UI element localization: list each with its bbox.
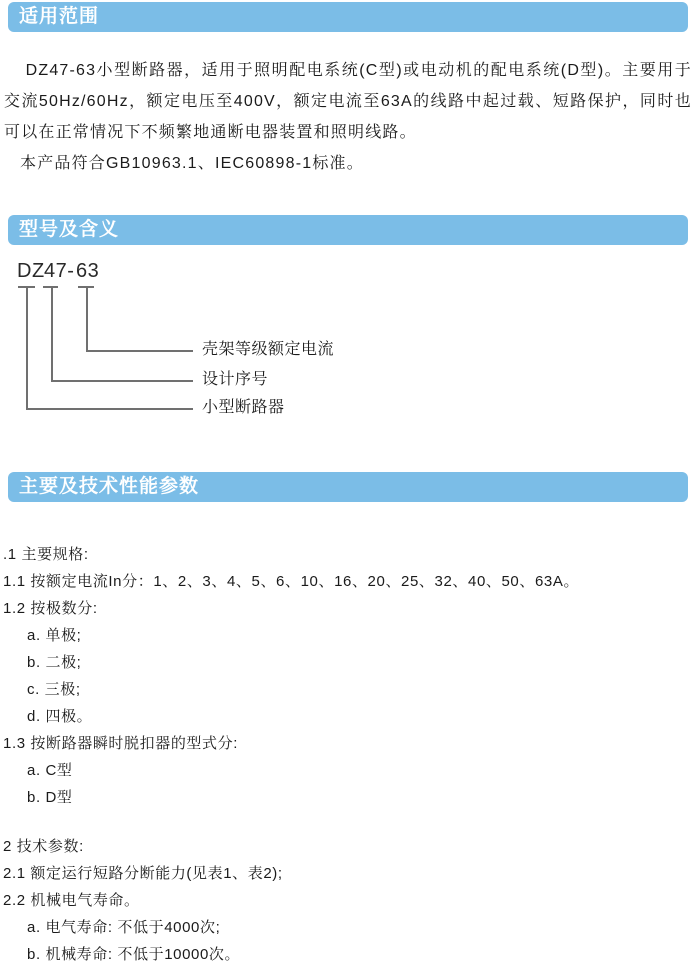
section-header-model-label: 型号及含义 bbox=[19, 219, 120, 240]
model-code-47: 47- bbox=[44, 260, 75, 282]
spec-line-electrical-life: a. 电气寿命: 不低于4000次; bbox=[27, 919, 221, 936]
spec-line-pole-a: a. 单极; bbox=[27, 627, 82, 644]
section-header-specs bbox=[8, 472, 688, 502]
section-header-scope bbox=[8, 2, 688, 32]
section-header-model bbox=[8, 215, 688, 245]
document-page bbox=[0, 2, 700, 974]
diagram-label-design-number: 设计序号 bbox=[202, 371, 269, 388]
connector-line-design-number bbox=[51, 380, 193, 382]
connector-line-frame-current bbox=[86, 350, 193, 352]
spec-line-main-spec: .1 主要规格: bbox=[3, 546, 89, 563]
model-code-dz: DZ bbox=[17, 260, 45, 282]
specs-body bbox=[3, 541, 692, 968]
spec-section-gap bbox=[3, 811, 692, 833]
spec-line-poles: 1.2 按极数分: bbox=[3, 600, 98, 617]
spec-line-mechanical-life: b. 机械寿命: 不低于10000次。 bbox=[27, 946, 241, 963]
diagram-label-frame-current: 壳架等级额定电流 bbox=[202, 341, 335, 358]
drop-line-47 bbox=[51, 286, 53, 382]
scope-paragraph-1: DZ47-63小型断路器，适用于照明配电系统(C型)或电动机的配电系统(D型)。主要用于交流50Hz/60Hz，额定电压至400V，额定电流至63A的线路中起过载、短路保护，同时也可以在正常情况下不频繁地通断电器装置和照明线路。 bbox=[4, 62, 692, 141]
model-meaning-diagram bbox=[0, 245, 700, 445]
spec-line-life: 2.2 机械电气寿命。 bbox=[3, 892, 140, 909]
diagram-label-mini-breaker: 小型断路器 bbox=[202, 399, 285, 416]
spec-line-breaking-capacity: 2.1 额定运行短路分断能力(见表1、表2); bbox=[3, 865, 283, 882]
drop-line-dz bbox=[26, 286, 28, 410]
drop-line-63 bbox=[86, 286, 88, 352]
spec-line-pole-c: c. 三极; bbox=[27, 681, 81, 698]
model-code-63: 63 bbox=[76, 260, 100, 282]
spec-line-type-d: b. D型 bbox=[27, 789, 73, 806]
spec-line-type-c: a. C型 bbox=[27, 762, 73, 779]
spec-line-trip-type: 1.3 按断路器瞬时脱扣器的型式分: bbox=[3, 735, 238, 752]
spec-line-rated-current: 1.1 按额定电流In分：1、2、3、4、5、6、10、16、20、25、32、40、50、63A。 bbox=[3, 573, 580, 590]
scope-body bbox=[4, 55, 692, 179]
spec-line-pole-d: d. 四极。 bbox=[27, 708, 93, 725]
section-header-scope-label: 适用范围 bbox=[19, 6, 100, 27]
scope-paragraph-2: 本产品符合GB10963.1、IEC60898-1标准。 bbox=[20, 155, 364, 172]
spec-line-tech-params: 2 技术参数: bbox=[3, 838, 84, 855]
connector-line-mini-breaker bbox=[26, 408, 193, 410]
spec-line-pole-b: b. 二极; bbox=[27, 654, 82, 671]
section-header-specs-label: 主要及技术性能参数 bbox=[19, 476, 200, 497]
